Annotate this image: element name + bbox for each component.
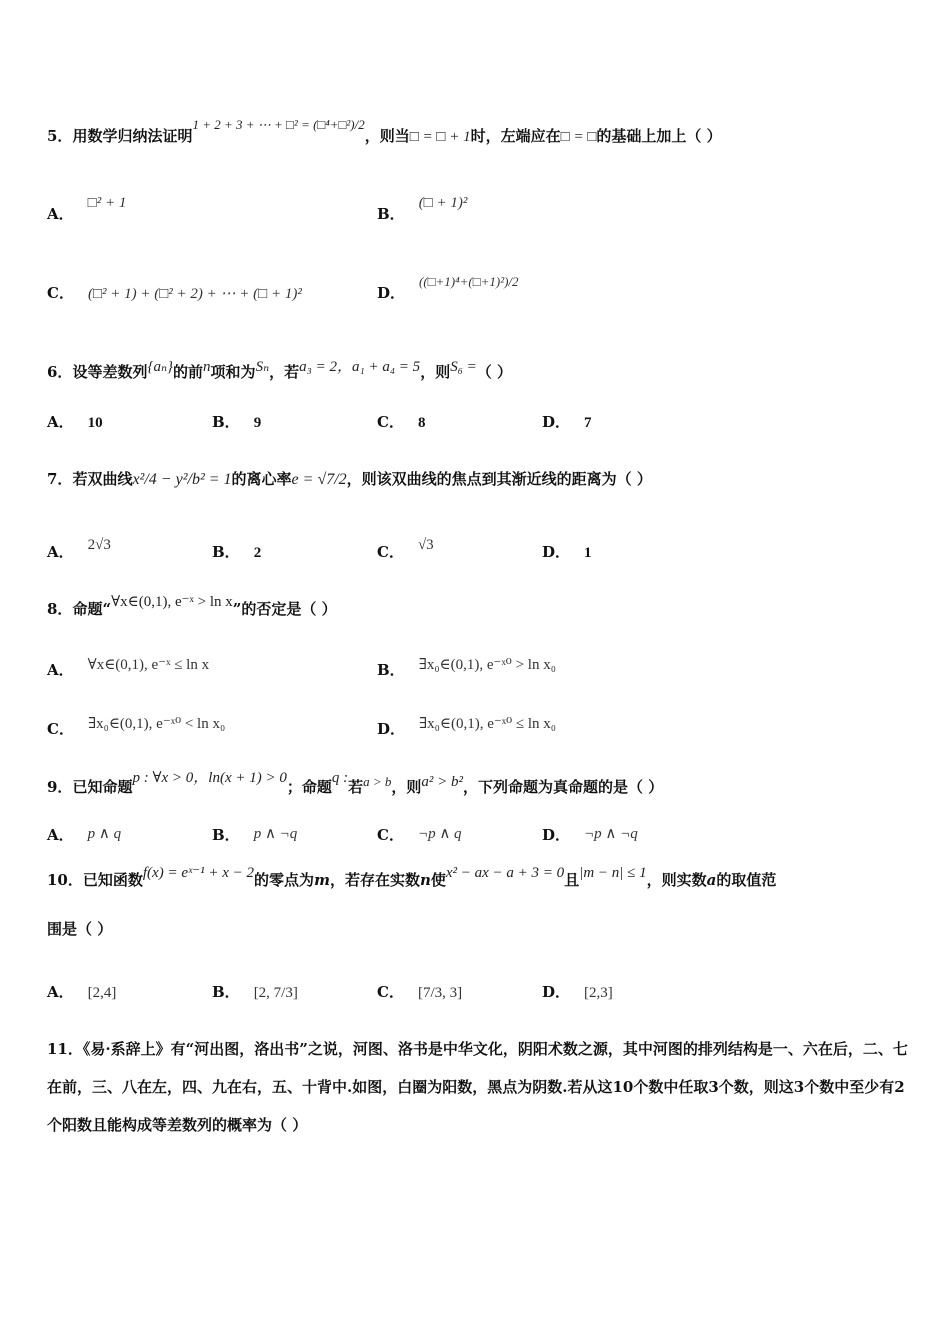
- question-number: 6．: [47, 363, 73, 381]
- formula: q :: [331, 770, 349, 786]
- formula: f(x) = eˣ⁻¹ + x − 2: [142, 865, 255, 881]
- option-a[interactable]: A． 10: [47, 413, 103, 431]
- question-11-stem: 11．《易·系辞上》有“河出图，洛出书”之说，河图、洛书是中华文化，阴阳术数之源，其中河图的排列结构是一、六在后，二、七在前，三、八在左，四、九在右，五、十背中.如图，白圈为阳数，黑点为阴数.若从这10个数中任取3个数，则这3个数中至少有2个阳数且能构成等差数列的概率为（ ）: [47, 1040, 908, 1134]
- question-6-stem: 6．设等差数列{aₙ}的前n项和为Sₙ，若a₃ = 2，a₁ + a₄ = 5，则S₆ =（ ）: [47, 359, 513, 381]
- option-c[interactable]: C． [7/3, 3]: [377, 983, 463, 1001]
- option-b[interactable]: B． ∃x₀∈(0,1), e⁻ˣ⁰ > ln x₀: [377, 657, 556, 679]
- formula: 1 + 2 + 3 + ⋯ + □² = (□⁴+□²)/2: [192, 117, 365, 132]
- question-number: 7．: [47, 470, 73, 488]
- option-a[interactable]: A． 2√3: [47, 537, 111, 561]
- question-number: 8．: [47, 600, 73, 618]
- question-number: 9．: [47, 778, 73, 796]
- question-number: 10．: [47, 871, 83, 889]
- question-10-stem: 10．已知函数f(x) = eˣ⁻¹ + x − 2的零点为m，若存在实数n使x² − ax − a + 3 = 0且|m − n| ≤ 1，则实数a的取值范: [47, 865, 777, 889]
- option-b[interactable]: B． [2, 7/3]: [212, 983, 298, 1001]
- option-c[interactable]: C． ¬p ∧ q: [377, 826, 462, 844]
- formula: a₃ = 2，a₁ + a₄ = 5: [299, 359, 421, 375]
- formula: □ = □: [560, 129, 597, 145]
- option-c[interactable]: C． ∃x₀∈(0,1), e⁻ˣ⁰ < ln x₀: [47, 716, 226, 738]
- question-9-stem: 9．已知命题p : ∀x > 0，ln(x + 1) > 0；命题q :若a > b，则a² > b²，下列命题为真命题的是（ ）: [47, 770, 664, 796]
- option-a[interactable]: A． ∀x∈(0,1), e⁻ˣ ≤ ln x: [47, 657, 210, 679]
- option-c[interactable]: C． (□² + 1) + (□² + 2) + ⋯ + (□ + 1)²: [47, 284, 302, 302]
- option-d[interactable]: D． 1: [542, 543, 592, 561]
- question-8-stem: 8．命题“∀x∈(0,1), e⁻ˣ > ln x”的否定是（ ）: [47, 594, 337, 618]
- question-5-stem: 5．用数学归纳法证明1 + 2 + 3 + ⋯ + □² = (□⁴+□²)/2，则当□ = □ + 1时，左端应在□ = □的基础上加上（ ）: [47, 117, 722, 145]
- option-d[interactable]: D． 7: [542, 413, 592, 431]
- option-b[interactable]: B． p ∧ ¬q: [212, 826, 298, 844]
- formula: p : ∀x > 0，ln(x + 1) > 0: [132, 770, 287, 786]
- formula: S₆ =: [450, 359, 477, 375]
- option-b[interactable]: B．(□ + 1)²: [377, 195, 468, 223]
- option-d[interactable]: D． ¬p ∧ ¬q: [542, 826, 638, 844]
- option-c[interactable]: C． 8: [377, 413, 426, 431]
- question-7-stem: 7．若双曲线x²/4 − y²/b² = 1的离心率e = √7/2，则该双曲线的焦点到其渐近线的距离为（ ）: [47, 470, 652, 488]
- formula: e = √7/2: [291, 471, 347, 488]
- question-number: 5．: [47, 127, 73, 145]
- formula: □ = □ + 1: [409, 129, 471, 145]
- formula: a² > b²: [421, 774, 464, 790]
- option-a[interactable]: A． p ∧ q: [47, 826, 122, 844]
- formula: ∀x∈(0,1), e⁻ˣ > ln x: [111, 594, 233, 610]
- formula: x² − ax − a + 3 = 0: [445, 865, 565, 881]
- option-d[interactable]: D．((□+1)⁴+(□+1)²)/2: [377, 274, 519, 302]
- formula: a > b: [363, 774, 392, 789]
- option-d[interactable]: D． [2,3]: [542, 983, 613, 1001]
- question-number: 11．: [47, 1040, 83, 1058]
- option-b[interactable]: B． 9: [212, 413, 262, 431]
- option-d[interactable]: D． ∃x₀∈(0,1), e⁻ˣ⁰ ≤ ln x₀: [377, 716, 557, 738]
- option-b[interactable]: B． 2: [212, 543, 262, 561]
- option-c[interactable]: C． √3: [377, 537, 434, 561]
- formula: Sₙ: [255, 359, 270, 375]
- formula: x²/4 − y²/b² = 1: [132, 471, 232, 488]
- formula: |m − n| ≤ 1: [579, 865, 647, 881]
- question-10-stem-line-2: 围是（ ）: [47, 920, 113, 938]
- option-a[interactable]: A．□² + 1: [47, 195, 127, 223]
- option-a[interactable]: A． [2,4]: [47, 983, 117, 1001]
- formula: {aₙ}: [147, 359, 174, 375]
